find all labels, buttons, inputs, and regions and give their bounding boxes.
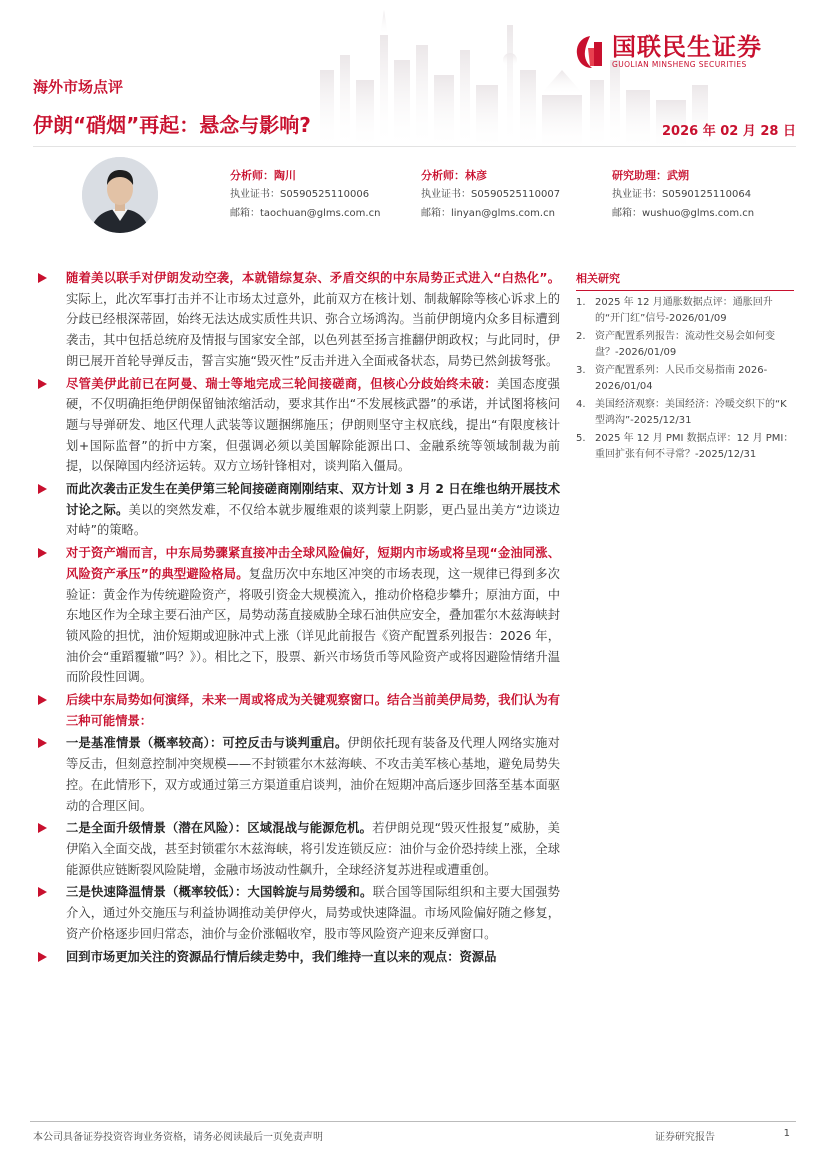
paragraph-lead: 二是全面升级情景（潜在风险）：区域混战与能源危机。 (66, 821, 373, 836)
body-paragraph (38, 268, 560, 372)
body-paragraph (38, 543, 560, 688)
report-date: 2026 年 02 月 28 日 (662, 124, 796, 139)
item-number: 3. (576, 365, 586, 376)
item-number: 1. (576, 297, 586, 308)
analyst-info (421, 166, 560, 223)
paragraph-text: 联合国等国际组织和主要大国强势介入，通过外交施压与利益协调推动美伊停火，局势或快速降温。市场风险偏好随之修复，资产价格逐步回归常态，油价与金价涨幅收窄，股市等风险资产迎来反弹窗口。 (66, 885, 560, 941)
bullet-arrow-icon (38, 823, 47, 833)
paragraph-text: 伊朗依托现有装备及代理人网络实施对等反击，但刻意控制冲突规模——不封锁霍尔木兹海峡、不攻击美军核心基地，避免局势失控。在此情形下，双方或通过第三方渠道重启谈判，油价在短期冲高后逐步回落至基本面驱动的合理区间。 (66, 736, 560, 813)
bullet-arrow-icon (38, 695, 47, 705)
item-text: 美国经济观察：美国经济：冷暖交织下的“K 型鸿沟”-2025/12/31 (595, 399, 787, 426)
paragraph-text: 复盘历次中东地区冲突的市场表现，这一规律已得到多次验证：黄金作为传统避险资产，将吸引资金大规模流入，推动价格稳步攀升；原油方面，中东地区作为全球主要石油产区，局势动荡直接威胁全球石油供应安全，叠加霍尔木兹海峡封锁风险的担忧，油价短期或迎脉冲式上涨（详见此前报告《资产配置系列报告：2026 年，油价会“重蹈覆辙”吗？》）。相比之下，股票、新兴市场货币等风险资产或将因避险情绪升温而阶段性回调。 (66, 566, 560, 685)
related-research-item[interactable] (576, 431, 794, 462)
paragraph-lead: 对于资产端而言，中东局势骤紧直接冲击全球风险偏好，短期内市场或将呈现“金油同涨、风险资产承压”的典型避险格局。 (66, 546, 560, 581)
analyst-name: 陶川 (274, 169, 296, 182)
analyst-name: 武朔 (667, 169, 689, 182)
body-paragraph (38, 733, 560, 816)
body-paragraph (38, 690, 560, 731)
paragraph-lead: 尽管美伊此前已在阿曼、瑞士等地完成三轮间接磋商，但核心分歧始终未破： (66, 376, 497, 391)
item-text: 2025 年 12 月通胀数据点评：通胀回升的“开门红”信号-2026/01/09 (595, 297, 773, 324)
paragraph-lead: 后续中东局势如何演绎，未来一周或将成为关键观察窗口。结合当前美伊局势，我们认为有三种可能情景： (66, 693, 560, 728)
item-number: 4. (576, 399, 586, 410)
analyst-email[interactable]: 邮箱：taochuan@glms.com.cn (230, 208, 381, 219)
bullet-arrow-icon (38, 952, 47, 962)
item-number: 2. (576, 331, 586, 342)
footer-divider (30, 1121, 796, 1122)
logo-name-en: GUOLIAN MINSHENG SECURITIES (612, 60, 747, 69)
related-research-item[interactable] (576, 363, 794, 394)
item-text: 2025 年 12 月 PMI 数据点评：12 月 PMI：重回扩张有何不寻常？-2025/12/31 (595, 433, 794, 460)
related-research-title: 相关研究 (576, 270, 794, 291)
analyst-role: 分析师： (421, 169, 465, 182)
report-title: 伊朗“硝烟”再起：悬念与影响? (33, 113, 311, 137)
analyst-cert: 执业证书：S0590525110006 (230, 189, 370, 200)
report-body (38, 268, 560, 969)
analyst-cert: 执业证书：S0590125110064 (612, 189, 752, 200)
body-paragraph (38, 882, 560, 944)
logo-name-cn: 国联民生证券 (612, 33, 762, 61)
paragraph-text: 美国态度强硬，不仅明确拒绝伊朗保留铀浓缩活动，要求其作出“不发展核武器”的承诺，并试图将核问题与导弹研发、地区代理人武装等议题捆绑施压；伊朗则坚守主权底线，提出“有限度核计划+国际监督”的折中方案，但强调必须以美国解除能源出口、金融系统等领域制裁为前提，以保障国内经济运转。双方立场针锋相对，谈判陷入僵局。 (66, 376, 560, 474)
body-paragraph (38, 374, 560, 478)
related-research-item[interactable] (576, 329, 794, 360)
bullet-arrow-icon (38, 379, 47, 389)
body-paragraph (38, 818, 560, 880)
related-research-item[interactable] (576, 397, 794, 428)
analyst-info (612, 166, 754, 223)
footer-disclaimer: 本公司具备证券投资咨询业务资格，请务必阅读最后一页免责声明 (33, 1132, 323, 1143)
analyst-role: 分析师： (230, 169, 274, 182)
related-research (576, 270, 794, 465)
bullet-arrow-icon (38, 738, 47, 748)
title-divider (33, 146, 796, 147)
body-paragraph (38, 479, 560, 541)
bullet-arrow-icon (38, 484, 47, 494)
paragraph-lead: 而此次袭击正发生在美伊第三轮间接磋商刚刚结束、双方计划 3 月 2 日在维也纳开展技术讨论之际。 (66, 482, 560, 517)
paragraph-lead: 一是基准情景（概率较高）：可控反击与谈判重启。 (66, 736, 348, 751)
analyst-role: 研究助理： (612, 169, 667, 182)
paragraph-text: 美以的突然发难，不仅给本就步履维艰的谈判蒙上阴影，更凸显出美方“边谈边对峙”的策略。 (66, 502, 560, 538)
company-logo (574, 30, 804, 74)
bullet-arrow-icon (38, 887, 47, 897)
analyst-email[interactable]: 邮箱：wushuo@glms.com.cn (612, 208, 755, 219)
paragraph-text: 实际上，此次军事打击并不让市场太过意外，此前双方在核计划、制裁解除等核心诉求上的分歧已经根深蒂固，始终无法达成实质性共识、弥合立场鸿沟。当前伊朗境内众多目标遭到袭击，其中包括总统府及情报与国家安全部，以色列甚至扬言推翻伊朗政权；与此同时，伊朗已展开首轮导弹反击，誓言实施“毁灭性”反击并进入全面戒备状态，局势已然剑拔弩张。 (66, 291, 560, 368)
analyst-cert: 执业证书：S0590525110007 (421, 189, 561, 200)
paragraph-text: 若伊朗兑现“毁灭性报复”威胁，美伊陷入全面交战，甚至封锁霍尔木兹海峡，将引发连锁反应：油价与金价恐持续上涨，全球能源供应链断裂风险陡增，金融市场波动性飙升，全球经济复苏进程或遭重创。 (66, 821, 560, 877)
paragraph-lead: 三是快速降温情景（概率较低）：大国斡旋与局势缓和。 (66, 885, 373, 900)
item-number: 5. (576, 433, 586, 444)
item-text: 资产配置系列：人民币交易指南 2026-2026/01/04 (595, 365, 768, 392)
section-label: 海外市场点评 (33, 78, 124, 96)
page-number: 1 (783, 1128, 790, 1139)
bullet-arrow-icon (38, 273, 47, 283)
paragraph-lead: 回到市场更加关注的资源品行情后续走势中，我们维持一直以来的观点：资源品 (66, 949, 497, 964)
bullet-arrow-icon (38, 548, 47, 558)
logo-mark-icon (574, 34, 606, 70)
analyst-info (230, 166, 380, 223)
analyst-email[interactable]: 邮箱：linyan@glms.com.cn (421, 208, 555, 219)
item-text: 资产配置系列报告：流动性交易会如何变盘？-2026/01/09 (595, 331, 775, 358)
related-research-item[interactable] (576, 295, 794, 326)
analyst-name: 林彦 (465, 169, 487, 182)
body-paragraph (38, 947, 560, 968)
footer-report-type: 证券研究报告 (655, 1132, 715, 1143)
paragraph-lead: 随着美以联手对伊朗发动空袭，本就错综复杂、矛盾交织的中东局势正式进入“白热化”。 (66, 271, 560, 285)
analyst-avatar (82, 157, 158, 233)
